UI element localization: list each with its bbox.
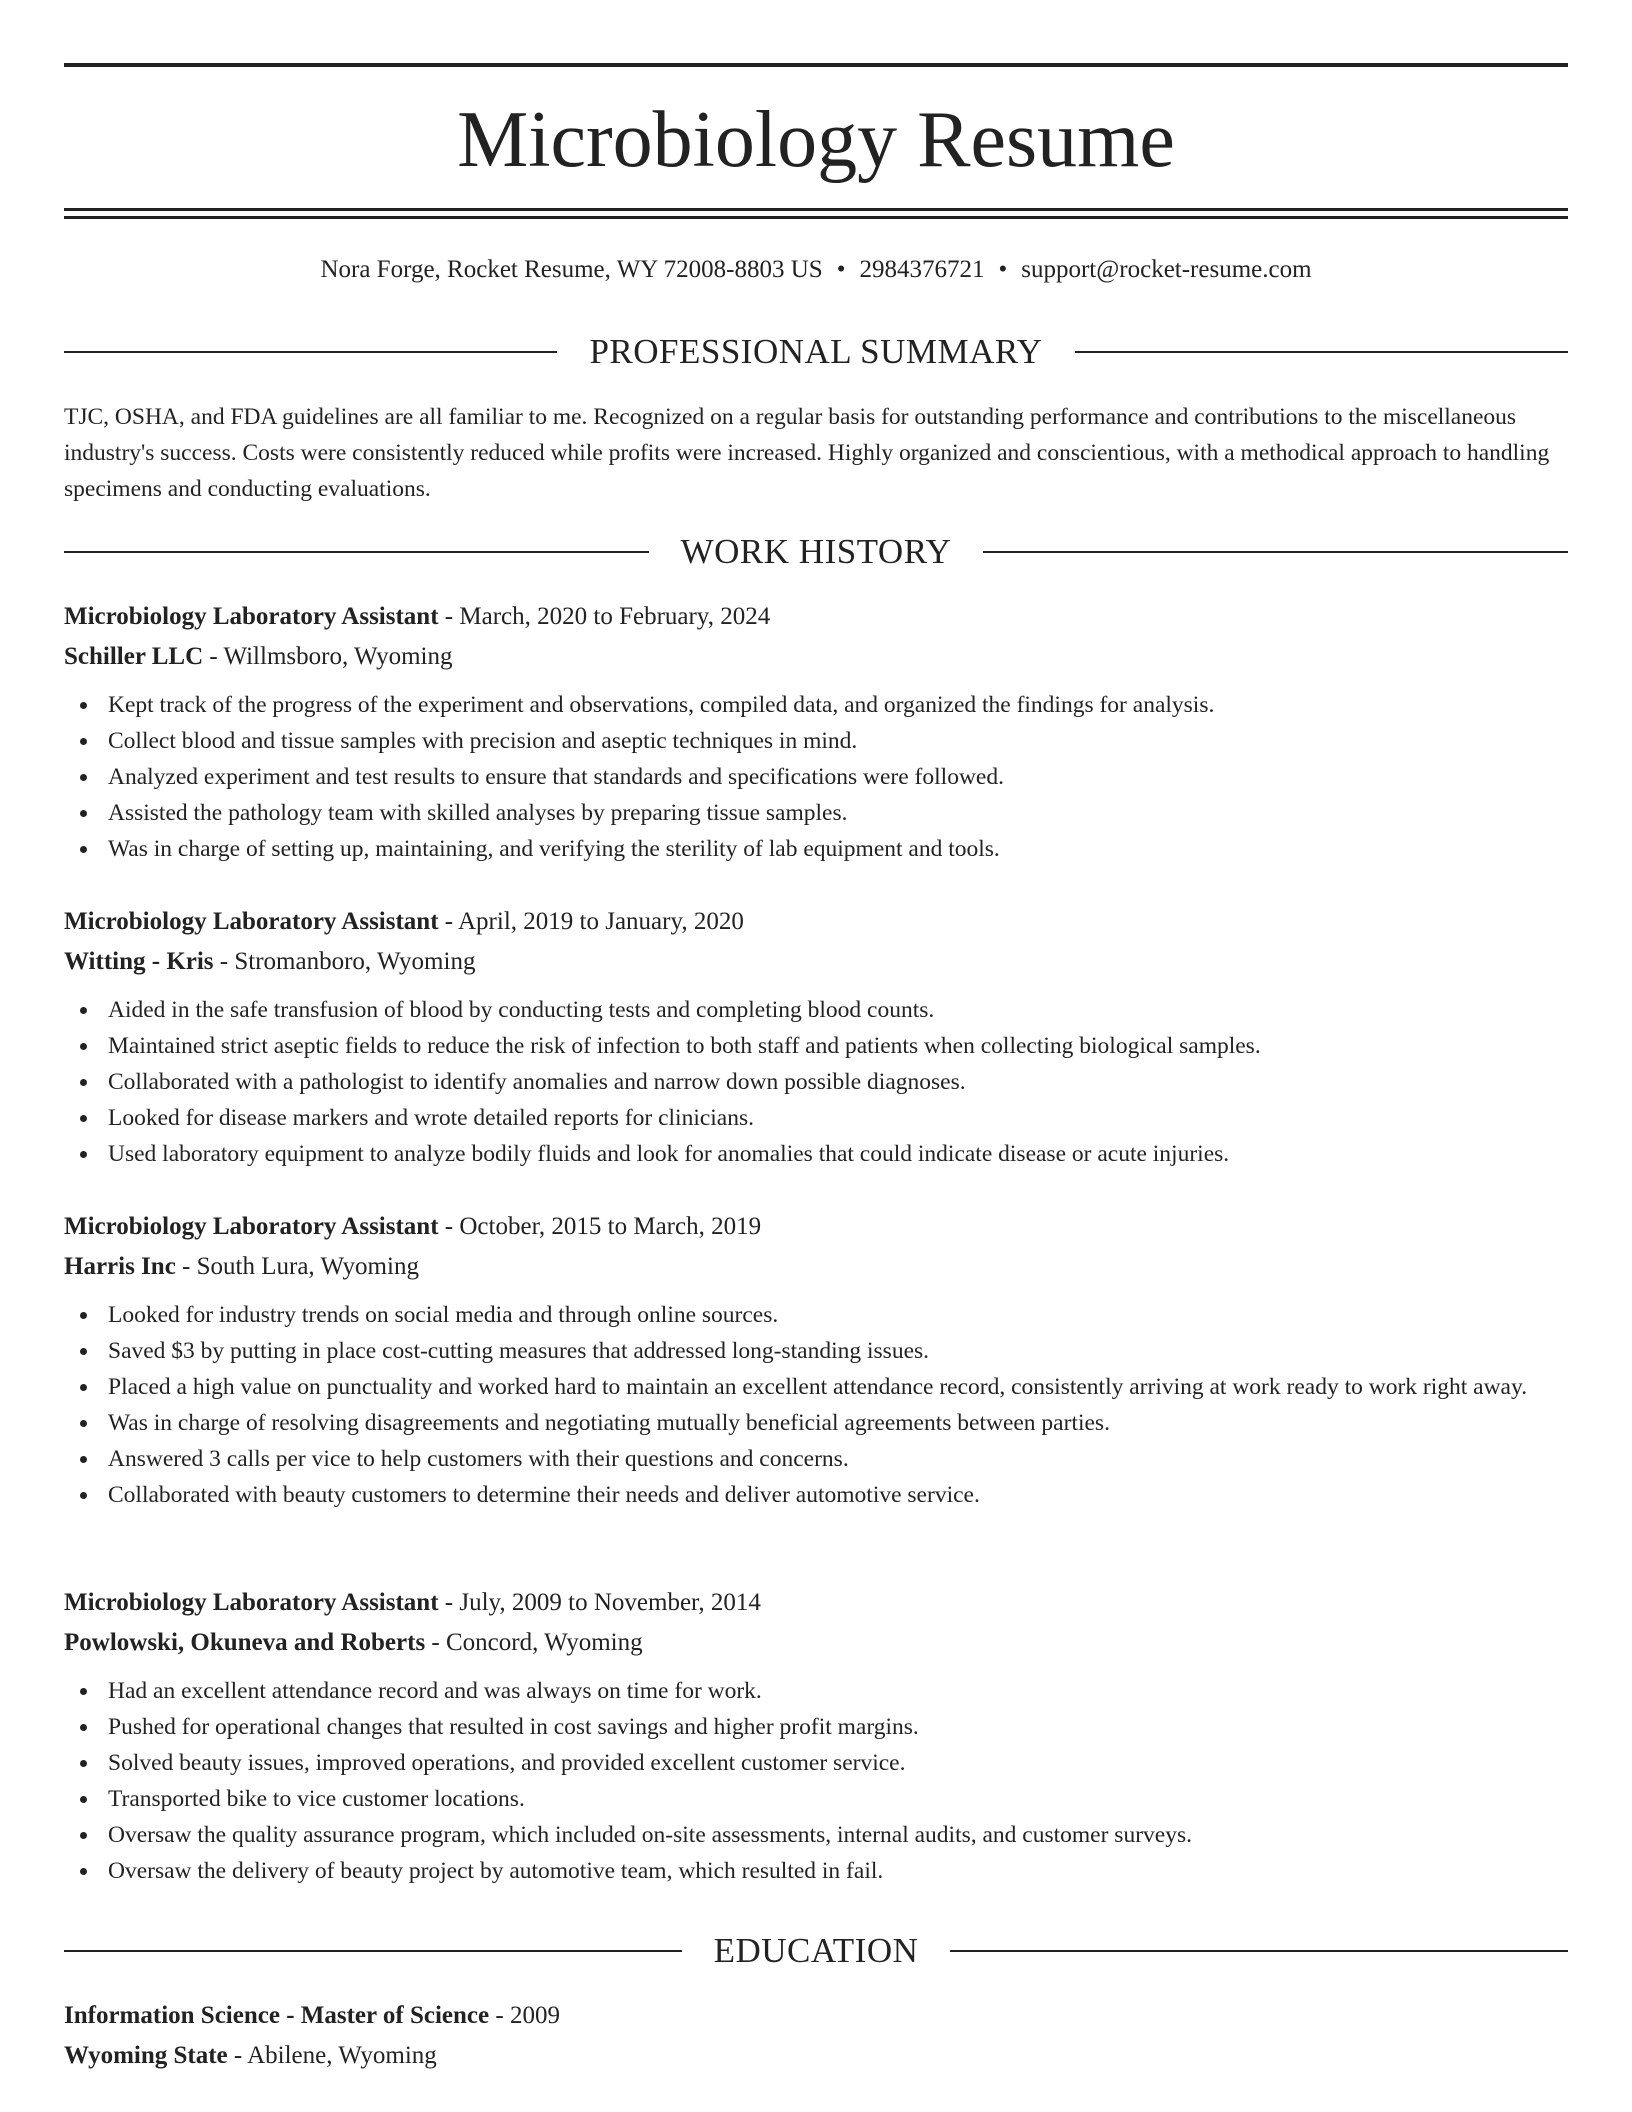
contact-separator: • bbox=[998, 256, 1008, 283]
job-bullet: Oversaw the delivery of beauty project by automotive team, which resulted in fail. bbox=[64, 1853, 1568, 1889]
job-bullet: Answered 3 calls per vice to help customers with their questions and concerns. bbox=[64, 1441, 1568, 1477]
job-dates: - October, 2015 to March, 2019 bbox=[438, 1213, 762, 1240]
job-company: Harris Inc bbox=[64, 1253, 176, 1280]
job-bullets bbox=[64, 992, 1568, 1172]
job-bullet: Used laboratory equipment to analyze bodily fluids and look for anomalies that could indicate disease or acute injuries. bbox=[64, 1136, 1568, 1172]
job-bullet: Was in charge of setting up, maintaining, and verifying the sterility of lab equipment and tools. bbox=[64, 831, 1568, 867]
job-dates: - April, 2019 to January, 2020 bbox=[438, 908, 744, 935]
job-company: Powlowski, Okuneva and Roberts bbox=[64, 1629, 426, 1656]
job-bullet: Collaborated with beauty customers to determine their needs and deliver automotive service. bbox=[64, 1477, 1568, 1513]
job-dates: - March, 2020 to February, 2024 bbox=[438, 603, 771, 630]
job-title-line bbox=[64, 597, 1568, 637]
job-title-line bbox=[64, 902, 1568, 942]
job-bullet: Looked for industry trends on social media and through online sources. bbox=[64, 1297, 1568, 1333]
job-bullet: Placed a high value on punctuality and worked hard to maintain an excellent attendance record, consistently arriving at work ready to work right away. bbox=[64, 1369, 1568, 1405]
job-company-line bbox=[64, 942, 1568, 982]
job-bullets bbox=[64, 1673, 1568, 1889]
education-school-line bbox=[64, 2036, 1568, 2076]
job-title: Microbiology Laboratory Assistant bbox=[64, 908, 439, 935]
job-bullets bbox=[64, 687, 1568, 867]
section-title: WORK HISTORY bbox=[680, 532, 952, 571]
section-title: EDUCATION bbox=[713, 1931, 919, 1970]
title-double-rule-upper bbox=[64, 208, 1568, 211]
contact-line bbox=[64, 252, 1568, 288]
job-bullet: Oversaw the quality assurance program, which included on-site assessments, internal audits, and customer surveys. bbox=[64, 1817, 1568, 1853]
education-entry bbox=[64, 1996, 1568, 2076]
top-rule bbox=[64, 63, 1568, 67]
job-title: Microbiology Laboratory Assistant bbox=[64, 1213, 439, 1240]
job-title: Microbiology Laboratory Assistant bbox=[64, 1589, 439, 1616]
job-bullet: Was in charge of resolving disagreements and negotiating mutually beneficial agreements between parties. bbox=[64, 1405, 1568, 1441]
job-bullet: Solved beauty issues, improved operations, and provided excellent customer service. bbox=[64, 1745, 1568, 1781]
section-rule bbox=[950, 1950, 1568, 1952]
education-location: - Abilene, Wyoming bbox=[227, 2042, 437, 2069]
job-location: - Concord, Wyoming bbox=[425, 1629, 643, 1656]
section-rule bbox=[983, 551, 1568, 553]
section-rule bbox=[64, 1950, 682, 1952]
job-title-line bbox=[64, 1583, 1568, 1623]
contact-address: Nora Forge, Rocket Resume, WY 72008-8803 US bbox=[320, 256, 823, 283]
job-location: - South Lura, Wyoming bbox=[175, 1253, 419, 1280]
job-title-line bbox=[64, 1207, 1568, 1247]
section-rule bbox=[64, 351, 557, 353]
job-bullet: Maintained strict aseptic fields to reduce the risk of infection to both staff and patients when collecting biological samples. bbox=[64, 1028, 1568, 1064]
page-title: Microbiology Resume bbox=[457, 96, 1175, 184]
section-header-education bbox=[64, 1929, 1568, 1973]
job-bullet: Assisted the pathology team with skilled analyses by preparing tissue samples. bbox=[64, 795, 1568, 831]
education-degree: Information Science - Master of Science bbox=[64, 2002, 490, 2029]
contact-separator: • bbox=[836, 256, 846, 283]
summary-text: TJC, OSHA, and FDA guidelines are all familiar to me. Recognized on a regular basis for outstanding performance and contributions to the miscellaneous industry's success. Costs were consistently reduced while profits were increased. Highly organized and conscientious, with a methodical approach to handling specimens and conducting evaluations. bbox=[64, 404, 1550, 502]
job-company-line bbox=[64, 1623, 1568, 1663]
job-entry bbox=[64, 597, 1568, 867]
contact-phone: 2984376721 bbox=[859, 256, 985, 283]
job-company: Witting - Kris bbox=[64, 948, 214, 975]
job-bullet: Kept track of the progress of the experiment and observations, compiled data, and organized the findings for analysis. bbox=[64, 687, 1568, 723]
section-rule bbox=[1075, 351, 1568, 353]
job-title: Microbiology Laboratory Assistant bbox=[64, 603, 439, 630]
contact-email: support@rocket-resume.com bbox=[1021, 256, 1312, 283]
job-bullet: Looked for disease markers and wrote detailed reports for clinicians. bbox=[64, 1100, 1568, 1136]
job-bullet: Analyzed experiment and test results to ensure that standards and specifications were followed. bbox=[64, 759, 1568, 795]
job-bullet: Collect blood and tissue samples with precision and aseptic techniques in mind. bbox=[64, 723, 1568, 759]
job-company-line bbox=[64, 1247, 1568, 1287]
job-bullets bbox=[64, 1297, 1568, 1513]
job-entry bbox=[64, 1583, 1568, 1889]
job-bullet: Collaborated with a pathologist to identify anomalies and narrow down possible diagnoses. bbox=[64, 1064, 1568, 1100]
section-header-work-history bbox=[64, 530, 1568, 574]
job-company: Schiller LLC bbox=[64, 643, 204, 670]
job-bullet: Saved $3 by putting in place cost-cutting measures that addressed long-standing issues. bbox=[64, 1333, 1568, 1369]
job-location: - Willmsboro, Wyoming bbox=[203, 643, 453, 670]
section-rule bbox=[64, 551, 649, 553]
job-bullet: Pushed for operational changes that resulted in cost savings and higher profit margins. bbox=[64, 1709, 1568, 1745]
education-school: Wyoming State bbox=[64, 2042, 228, 2069]
education-degree-line bbox=[64, 1996, 1568, 2036]
education-year: - 2009 bbox=[489, 2002, 560, 2029]
job-bullet: Had an excellent attendance record and was always on time for work. bbox=[64, 1673, 1568, 1709]
title-double-rule-lower bbox=[64, 216, 1568, 219]
job-location: - Stromanboro, Wyoming bbox=[213, 948, 476, 975]
job-bullet: Aided in the safe transfusion of blood by conducting tests and completing blood counts. bbox=[64, 992, 1568, 1028]
section-title: PROFESSIONAL SUMMARY bbox=[589, 332, 1043, 371]
job-company-line bbox=[64, 637, 1568, 677]
job-dates: - July, 2009 to November, 2014 bbox=[438, 1589, 761, 1616]
section-header-summary bbox=[64, 330, 1568, 374]
job-entry bbox=[64, 1207, 1568, 1513]
job-entry bbox=[64, 902, 1568, 1172]
job-bullet: Transported bike to vice customer locations. bbox=[64, 1781, 1568, 1817]
